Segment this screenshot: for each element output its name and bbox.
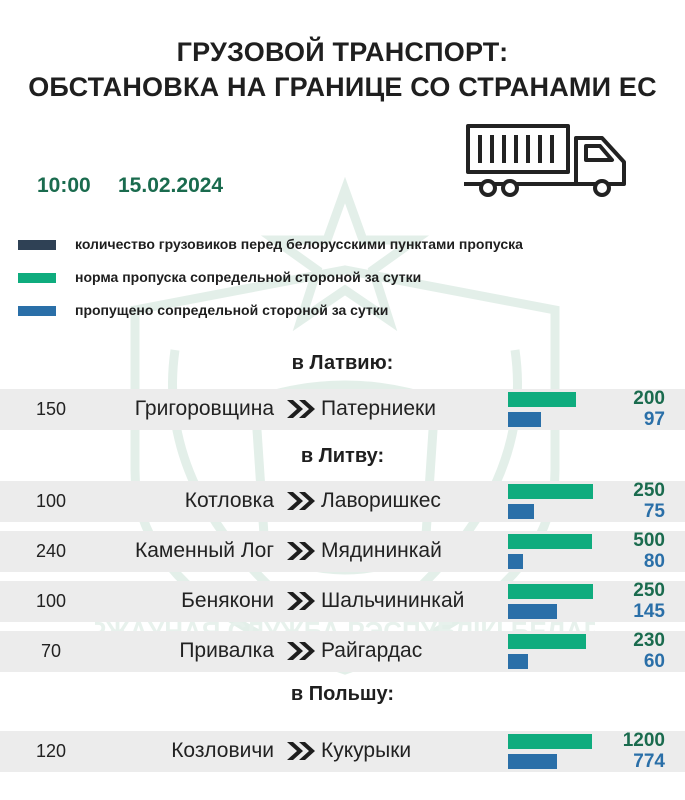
checkpoint-to: Райгардас xyxy=(321,639,423,662)
passed-value: 80 xyxy=(643,551,665,572)
section-heading: в Польшу: xyxy=(290,683,395,705)
norm-value: 250 xyxy=(633,580,665,601)
passed-value: 145 xyxy=(633,601,665,622)
passed-bar xyxy=(508,654,528,669)
checkpoint-from: Привалка xyxy=(179,639,274,662)
checkpoint-to: Лаворишкес xyxy=(321,489,441,512)
passed-bar xyxy=(508,604,557,619)
passed-bar xyxy=(508,504,534,519)
date-label: 15.02.2024 xyxy=(118,174,224,197)
legend-label-queue: количество грузовиков перед белорусскими пунктами пропуска xyxy=(75,236,523,252)
norm-value: 250 xyxy=(633,480,665,501)
section-heading: в Литву: xyxy=(300,445,385,467)
checkpoint-from: Бенякони xyxy=(181,589,274,612)
checkpoint-from: Козловичи xyxy=(171,739,274,762)
double-chevron-icon xyxy=(285,399,317,419)
page-title-line2: ОБСТАНОВКА НА ГРАНИЦЕ СО СТРАНАМИ ЕС xyxy=(28,72,657,102)
queue-count: 240 xyxy=(35,541,67,561)
queue-count: 100 xyxy=(35,491,67,511)
checkpoint-from: Каменный Лог xyxy=(134,539,274,562)
checkpoint-from: Котловка xyxy=(184,489,274,512)
passed-value: 75 xyxy=(643,501,665,522)
table-row xyxy=(0,481,685,522)
legend-swatch-passed xyxy=(18,306,56,316)
checkpoint-to: Кукурыки xyxy=(321,739,412,762)
checkpoint-to: Патерниеки xyxy=(321,397,436,420)
legend-label-norm: норма пропуска сопредельной стороной за сутки xyxy=(75,269,422,285)
truck-icon xyxy=(462,122,630,202)
norm-bar xyxy=(508,534,592,549)
double-chevron-icon xyxy=(285,641,317,661)
table-row xyxy=(0,631,685,672)
norm-bar xyxy=(508,392,576,407)
section-heading: в Латвию: xyxy=(291,352,394,374)
queue-count: 120 xyxy=(35,741,67,761)
table-row xyxy=(0,389,685,430)
checkpoint-to: Шальчининкай xyxy=(321,589,465,612)
passed-value: 774 xyxy=(633,751,665,772)
legend-swatch-queue xyxy=(18,240,56,250)
double-chevron-icon xyxy=(285,741,317,761)
norm-value: 1200 xyxy=(622,730,665,751)
passed-value: 60 xyxy=(643,651,665,672)
legend-swatch-norm xyxy=(18,273,56,283)
legend-label-passed: пропущено сопредельной стороной за сутки xyxy=(75,302,389,318)
double-chevron-icon xyxy=(285,591,317,611)
passed-value: 97 xyxy=(643,409,665,430)
queue-count: 100 xyxy=(35,591,67,611)
checkpoint-to: Мядининкай xyxy=(321,539,442,562)
time-label: 10:00 xyxy=(37,174,91,197)
passed-bar xyxy=(508,412,541,427)
norm-bar xyxy=(508,484,593,499)
passed-bar xyxy=(508,554,523,569)
table-row xyxy=(0,531,685,572)
double-chevron-icon xyxy=(285,491,317,511)
table-row xyxy=(0,581,685,622)
page-title-line1: ГРУЗОВОЙ ТРАНСПОРТ: xyxy=(176,37,509,67)
norm-value: 200 xyxy=(633,388,665,409)
passed-bar xyxy=(508,754,557,769)
norm-bar xyxy=(508,634,586,649)
norm-value: 230 xyxy=(633,630,665,651)
double-chevron-icon xyxy=(285,541,317,561)
norm-bar xyxy=(508,584,593,599)
checkpoint-from: Григоровщина xyxy=(134,397,274,420)
norm-value: 500 xyxy=(633,530,665,551)
norm-bar xyxy=(508,734,592,749)
queue-count: 70 xyxy=(40,641,62,661)
table-row xyxy=(0,731,685,772)
queue-count: 150 xyxy=(35,399,67,419)
